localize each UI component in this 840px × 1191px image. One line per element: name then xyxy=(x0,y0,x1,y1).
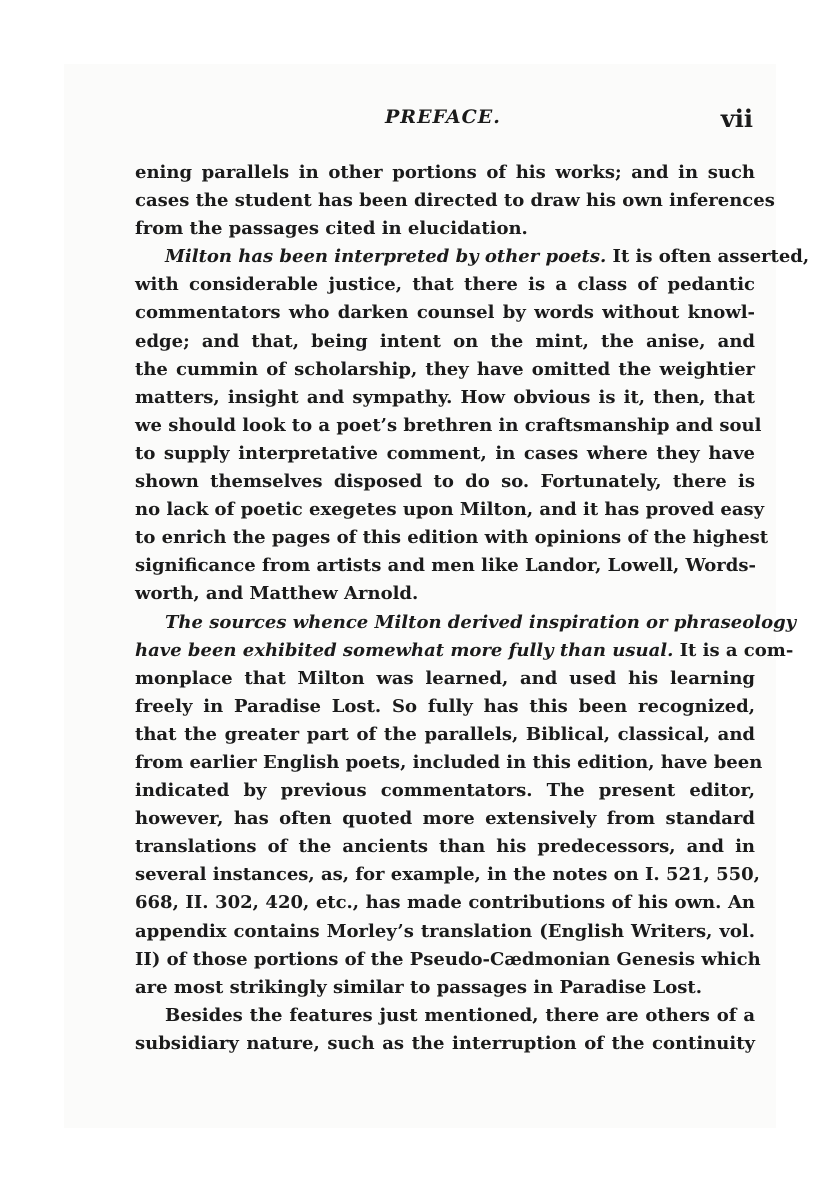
italic-lead: have been exhibited somewhat more fully than usual. xyxy=(135,639,674,661)
text-line: that the greater part of the parallels, Biblical, classical, and xyxy=(135,723,755,745)
text-line: edge; and that, being intent on the mint, the anise, and xyxy=(135,330,755,352)
text-line: the cummin of scholarship, they have omitted the weightier xyxy=(135,358,755,380)
text-line: translations of the ancients than his predecessors, and in xyxy=(135,836,755,858)
text-line xyxy=(135,637,794,665)
body-text xyxy=(135,159,810,1058)
text-line: commentators who darken counsel by words without knowl- xyxy=(135,302,755,324)
running-header xyxy=(135,104,755,136)
text-line: 668, II. 302, 420, etc., has made contributions of his own. An xyxy=(135,892,755,914)
text-span: It is often asserted, xyxy=(606,246,810,268)
text-line: with considerable justice, that there is a class of pedantic xyxy=(135,274,755,296)
text-line: from the passages cited in elucidation. xyxy=(135,218,528,240)
text-line: however, has often quoted more extensively from standard xyxy=(135,808,755,830)
text-line: ening parallels in other portions of his works; and in such xyxy=(135,162,755,183)
text-line: no lack of poetic exegetes upon Milton, and it has proved easy xyxy=(135,499,765,521)
text-line: II) of those portions of the Pseudo-Cædmonian Genesis which xyxy=(135,948,761,970)
text-line: several instances, as, for example, in the notes on I. 521, 550, xyxy=(135,864,760,886)
text-line: are most strikingly similar to passages in Paradise Lost. xyxy=(135,976,702,998)
text-line: shown themselves disposed to do so. Fortunately, there is xyxy=(135,471,755,493)
text-line: to supply interpretative comment, in cases where they have xyxy=(135,442,755,464)
running-title: PREFACE. xyxy=(385,106,501,128)
text-line xyxy=(135,243,810,271)
text-line: subsidiary nature, such as the interruption of the continuity xyxy=(135,1032,755,1054)
paragraph-4 xyxy=(135,1002,755,1058)
text-line: significance from artists and men like Landor, Lowell, Words- xyxy=(135,555,756,577)
text-line: The sources whence Milton derived inspiration or phraseology xyxy=(165,611,797,633)
text-span: It is a com- xyxy=(673,639,794,661)
paragraph-2 xyxy=(135,243,810,608)
text-line: to enrich the pages of this edition with opinions of the highest xyxy=(135,527,769,549)
text-line: from earlier English poets, included in this edition, have been xyxy=(135,751,763,773)
page-number: vii xyxy=(720,104,753,133)
italic-lead: Milton has been interpreted by other poets. xyxy=(165,246,607,268)
text-line: monplace that Milton was learned, and used his learning xyxy=(135,667,755,689)
paragraph-3 xyxy=(135,609,797,1002)
text-line: we should look to a poet’s brethren in craftsmanship and soul xyxy=(135,414,762,436)
text-line: cases the student has been directed to draw his own inferences xyxy=(135,190,775,212)
text-line: freely in Paradise Lost. So fully has this been recognized, xyxy=(135,695,755,717)
text-line: appendix contains Morley’s translation (English Writers, vol. xyxy=(135,920,755,942)
paragraph-1 xyxy=(135,159,775,243)
text-line: matters, insight and sympathy. How obvious is it, then, that xyxy=(135,386,755,408)
text-line: worth, and Matthew Arnold. xyxy=(135,583,419,605)
text-line: indicated by previous commentators. The present editor, xyxy=(135,780,755,802)
text-line: Besides the features just mentioned, there are others of a xyxy=(165,1004,755,1026)
